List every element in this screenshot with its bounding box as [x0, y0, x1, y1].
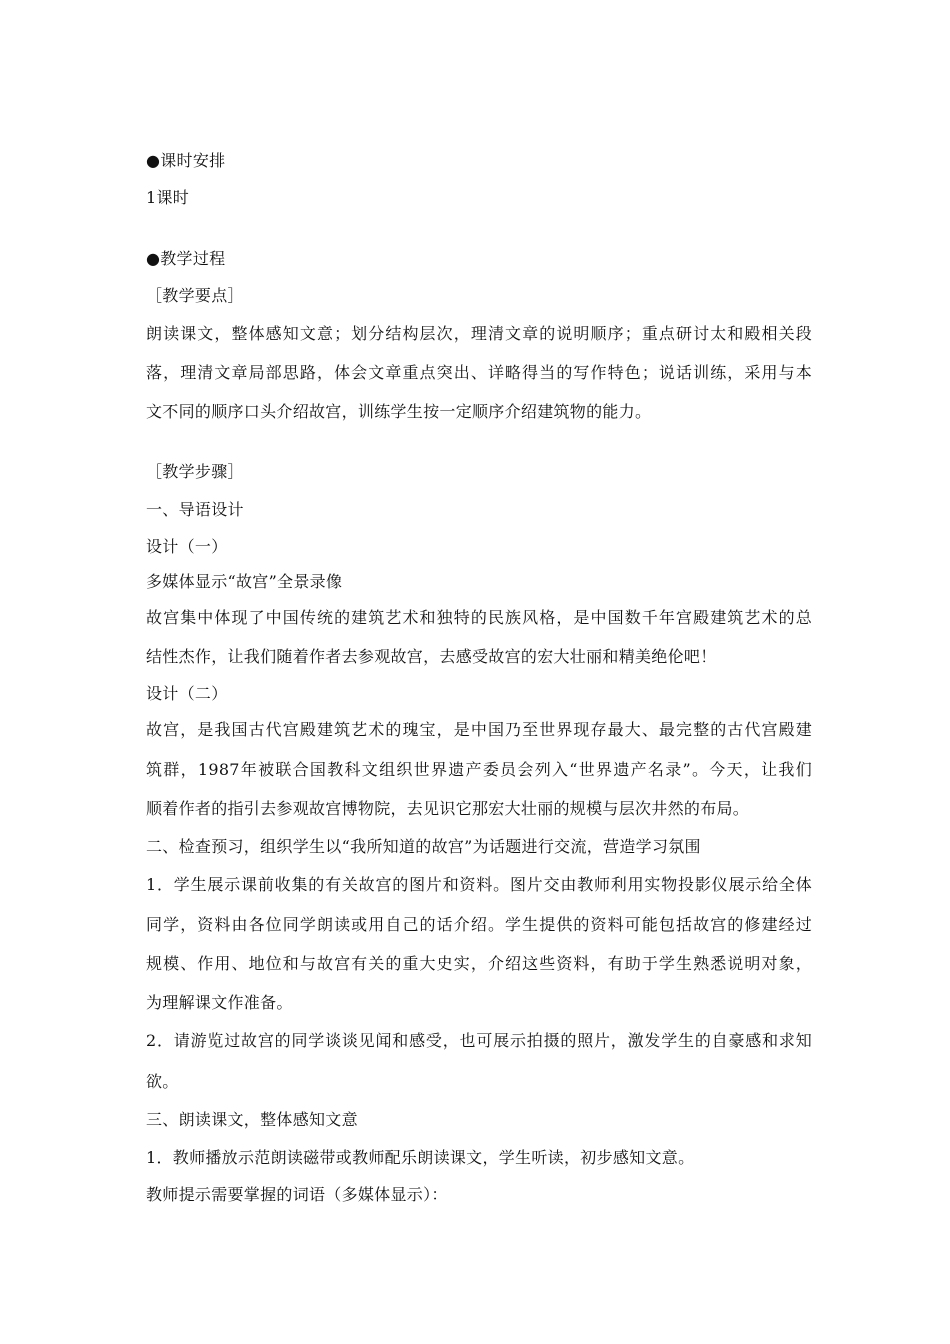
- section-heading: 一、导语设计: [146, 500, 244, 519]
- design-heading: 设计（一）: [146, 537, 228, 556]
- section-heading: 二、检查预习，组织学生以“我所知道的故宫”为话题进行交流，营造学习氛围: [146, 837, 701, 856]
- schedule-heading: ●课时安排: [146, 151, 226, 170]
- paragraph-line: 故宫，是我国古代宫殿建筑艺术的瑰宝，是中国乃至世界现存最大、最完整的古代宫殿建: [146, 720, 812, 739]
- key-points-heading: ［教学要点］: [146, 286, 244, 305]
- paragraph-line: 1．学生展示课前收集的有关故宫的图片和资料。图片交由教师利用实物投影仪展示给全体: [146, 875, 812, 894]
- key-points-line: 文不同的顺序口头介绍故宫，训练学生按一定顺序介绍建筑物的能力。: [146, 402, 652, 421]
- paragraph-line: 1．教师播放示范朗读磁带或教师配乐朗读课文，学生听读，初步感知文意。: [146, 1148, 695, 1167]
- paragraph-line: 同学，资料由各位同学朗读或用自己的话介绍。学生提供的资料可能包括故宫的修建经过: [146, 915, 812, 934]
- key-points-line: 落，理清文章局部思路，体会文章重点突出、详略得当的写作特色；说话训练，采用与本: [146, 363, 812, 382]
- paragraph-line: 规模、作用、地位和与故宫有关的重大史实，介绍这些资料，有助于学生熟悉说明对象，: [146, 954, 812, 973]
- paragraph-line: 故宫集中体现了中国传统的建筑艺术和独特的民族风格，是中国数千年宫殿建筑艺术的总: [146, 608, 812, 627]
- process-heading: ●教学过程: [146, 249, 226, 268]
- paragraph-line: 2．请游览过故宫的同学谈谈见闻和感受，也可展示拍摄的照片，激发学生的自豪感和求知: [146, 1031, 812, 1050]
- paragraph-line: 筑群，1987年被联合国教科文组织世界遗产委员会列入“世界遗产名录”。今天，让我们: [146, 760, 812, 779]
- paragraph-line: 欲。: [146, 1072, 179, 1091]
- design-media-line: 多媒体显示“故宫”全景录像: [146, 572, 343, 591]
- paragraph-line: 顺着作者的指引去参观故宫博物院，去见识它那宏大壮丽的规模与层次井然的布局。: [146, 799, 750, 818]
- design-heading: 设计（二）: [146, 684, 228, 703]
- paragraph-line: 教师提示需要掌握的词语（多媒体显示）：: [146, 1185, 448, 1204]
- steps-heading: ［教学步骤］: [146, 462, 244, 481]
- key-points-line: 朗读课文，整体感知文意；划分结构层次，理清文章的说明顺序；重点研讨太和殿相关段: [146, 324, 812, 343]
- paragraph-line: 为理解课文作准备。: [146, 993, 293, 1012]
- schedule-value: 1课时: [146, 188, 190, 207]
- paragraph-line: 结性杰作，让我们随着作者去参观故宫，去感受故宫的宏大壮丽和精美绝伦吧！: [146, 647, 717, 666]
- section-heading: 三、朗读课文，整体感知文意: [146, 1110, 358, 1129]
